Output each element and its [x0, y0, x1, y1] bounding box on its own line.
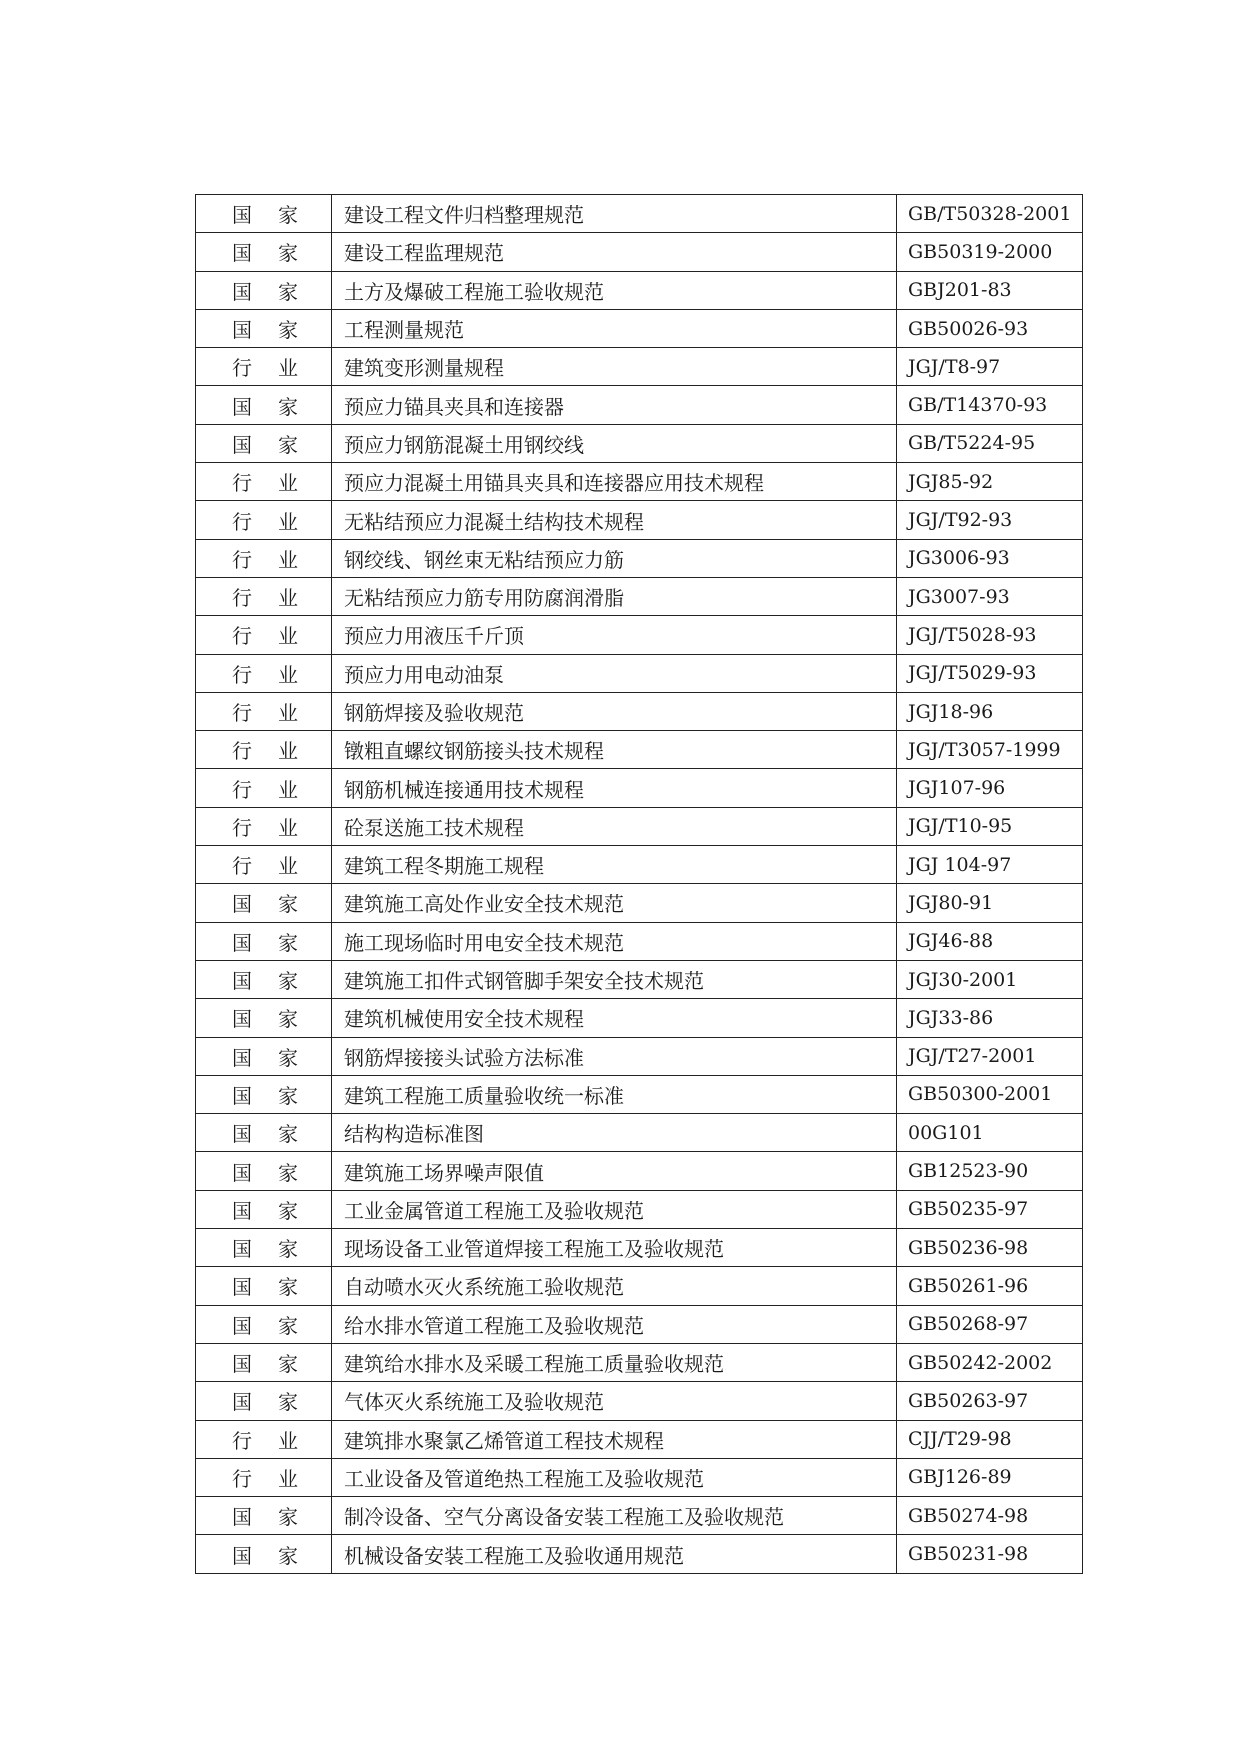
table-row: [196, 1267, 1083, 1305]
standard-code-cell: GB50263-97: [897, 1382, 1083, 1420]
standard-code-cell: JG3007-93: [897, 577, 1083, 615]
table-row: [196, 692, 1083, 730]
standards-table: [195, 194, 1083, 1574]
standard-code-cell: JGJ/T10-95: [897, 807, 1083, 845]
standard-code-cell: JGJ18-96: [897, 692, 1083, 730]
standard-code-cell: JGJ85-92: [897, 463, 1083, 501]
table-row: [196, 1497, 1083, 1535]
standard-name-cell: 钢筋焊接及验收规范: [332, 692, 897, 730]
standard-level-cell: 行业: [196, 769, 332, 807]
standard-name-cell: 建筑施工扣件式钢管脚手架安全技术规范: [332, 960, 897, 998]
standard-name-cell: 镦粗直螺纹钢筋接头技术规程: [332, 731, 897, 769]
standard-code-cell: GBJ126-89: [897, 1458, 1083, 1496]
standard-level-cell: 国家: [196, 271, 332, 309]
standard-name-cell: 预应力混凝土用锚具夹具和连接器应用技术规程: [332, 463, 897, 501]
standard-level-cell: 国家: [196, 1114, 332, 1152]
standard-name-cell: 建筑工程冬期施工规程: [332, 846, 897, 884]
standard-code-cell: JGJ/T5028-93: [897, 616, 1083, 654]
table-row: [196, 1343, 1083, 1381]
standard-code-cell: JGJ/T3057-1999: [897, 731, 1083, 769]
table-row: [196, 195, 1083, 233]
standard-name-cell: 工业金属管道工程施工及验收规范: [332, 1190, 897, 1228]
standard-code-cell: GB12523-90: [897, 1152, 1083, 1190]
standard-name-cell: 建筑机械使用安全技术规程: [332, 999, 897, 1037]
standard-code-cell: CJJ/T29-98: [897, 1420, 1083, 1458]
standard-name-cell: 给水排水管道工程施工及验收规范: [332, 1305, 897, 1343]
standard-code-cell: JGJ30-2001: [897, 960, 1083, 998]
standard-code-cell: JGJ/T5029-93: [897, 654, 1083, 692]
table-row: [196, 654, 1083, 692]
standard-name-cell: 预应力用液压千斤顶: [332, 616, 897, 654]
table-row: [196, 1305, 1083, 1343]
table-row: [196, 424, 1083, 462]
standard-name-cell: 砼泵送施工技术规程: [332, 807, 897, 845]
standard-name-cell: 自动喷水灭火系统施工验收规范: [332, 1267, 897, 1305]
standard-code-cell: JGJ/T92-93: [897, 501, 1083, 539]
standard-code-cell: GB/T14370-93: [897, 386, 1083, 424]
table-row: [196, 386, 1083, 424]
standard-code-cell: JGJ 104-97: [897, 846, 1083, 884]
standard-name-cell: 建筑排水聚氯乙烯管道工程技术规程: [332, 1420, 897, 1458]
standard-code-cell: JGJ107-96: [897, 769, 1083, 807]
table-row: [196, 1420, 1083, 1458]
table-row: [196, 846, 1083, 884]
standard-name-cell: 预应力钢筋混凝土用钢绞线: [332, 424, 897, 462]
standard-level-cell: 国家: [196, 233, 332, 271]
standard-name-cell: 无粘结预应力混凝土结构技术规程: [332, 501, 897, 539]
standard-name-cell: 建筑给水排水及采暖工程施工质量验收规范: [332, 1343, 897, 1381]
standard-level-cell: 国家: [196, 1305, 332, 1343]
standard-code-cell: JGJ80-91: [897, 884, 1083, 922]
table-row: [196, 807, 1083, 845]
standard-code-cell: JGJ/T27-2001: [897, 1037, 1083, 1075]
standard-level-cell: 行业: [196, 846, 332, 884]
standard-code-cell: 00G101: [897, 1114, 1083, 1152]
table-row: [196, 999, 1083, 1037]
standard-name-cell: 预应力锚具夹具和连接器: [332, 386, 897, 424]
standard-code-cell: GB50231-98: [897, 1535, 1083, 1573]
standard-level-cell: 国家: [196, 960, 332, 998]
standard-name-cell: 气体灭火系统施工及验收规范: [332, 1382, 897, 1420]
table-row: [196, 1037, 1083, 1075]
standard-level-cell: 行业: [196, 1458, 332, 1496]
standard-name-cell: 施工现场临时用电安全技术规范: [332, 922, 897, 960]
standard-name-cell: 建筑施工高处作业安全技术规范: [332, 884, 897, 922]
table-row: [196, 1458, 1083, 1496]
standard-code-cell: GB50300-2001: [897, 1075, 1083, 1113]
standard-level-cell: 行业: [196, 501, 332, 539]
standard-name-cell: 钢绞线、钢丝束无粘结预应力筋: [332, 539, 897, 577]
table-row: [196, 348, 1083, 386]
standard-level-cell: 行业: [196, 463, 332, 501]
standard-name-cell: 预应力用电动油泵: [332, 654, 897, 692]
standard-level-cell: 国家: [196, 1190, 332, 1228]
standard-name-cell: 建筑变形测量规程: [332, 348, 897, 386]
standard-level-cell: 行业: [196, 348, 332, 386]
standard-level-cell: 行业: [196, 654, 332, 692]
standard-level-cell: 国家: [196, 309, 332, 347]
standard-name-cell: 工业设备及管道绝热工程施工及验收规范: [332, 1458, 897, 1496]
standard-level-cell: 国家: [196, 884, 332, 922]
standard-name-cell: 建筑工程施工质量验收统一标准: [332, 1075, 897, 1113]
standard-code-cell: GB50026-93: [897, 309, 1083, 347]
standard-level-cell: 国家: [196, 1075, 332, 1113]
table-row: [196, 884, 1083, 922]
standard-code-cell: GB50319-2000: [897, 233, 1083, 271]
table-row: [196, 233, 1083, 271]
table-row: [196, 501, 1083, 539]
table-row: [196, 463, 1083, 501]
table-row: [196, 960, 1083, 998]
standards-table-body: [196, 195, 1083, 1574]
table-row: [196, 731, 1083, 769]
standard-name-cell: 钢筋焊接接头试验方法标准: [332, 1037, 897, 1075]
table-row: [196, 1535, 1083, 1573]
standard-level-cell: 行业: [196, 577, 332, 615]
table-row: [196, 271, 1083, 309]
standard-code-cell: GB/T5224-95: [897, 424, 1083, 462]
standard-level-cell: 国家: [196, 1229, 332, 1267]
standard-code-cell: JGJ46-88: [897, 922, 1083, 960]
standard-code-cell: GB50268-97: [897, 1305, 1083, 1343]
standard-code-cell: GB50236-98: [897, 1229, 1083, 1267]
table-row: [196, 539, 1083, 577]
standard-level-cell: 国家: [196, 1535, 332, 1573]
standard-name-cell: 土方及爆破工程施工验收规范: [332, 271, 897, 309]
standard-code-cell: GB50261-96: [897, 1267, 1083, 1305]
standard-code-cell: JGJ/T8-97: [897, 348, 1083, 386]
standard-level-cell: 行业: [196, 807, 332, 845]
standard-name-cell: 建设工程文件归档整理规范: [332, 195, 897, 233]
standard-name-cell: 建筑施工场界噪声限值: [332, 1152, 897, 1190]
standard-name-cell: 结构构造标准图: [332, 1114, 897, 1152]
standard-name-cell: 制冷设备、空气分离设备安装工程施工及验收规范: [332, 1497, 897, 1535]
standard-code-cell: GB50242-2002: [897, 1343, 1083, 1381]
table-row: [196, 309, 1083, 347]
table-row: [196, 1229, 1083, 1267]
standard-code-cell: GBJ201-83: [897, 271, 1083, 309]
standard-level-cell: 行业: [196, 1420, 332, 1458]
standard-level-cell: 行业: [196, 539, 332, 577]
standard-level-cell: 国家: [196, 386, 332, 424]
table-row: [196, 616, 1083, 654]
standard-level-cell: 行业: [196, 731, 332, 769]
standard-name-cell: 工程测量规范: [332, 309, 897, 347]
standard-level-cell: 国家: [196, 1267, 332, 1305]
standard-level-cell: 国家: [196, 922, 332, 960]
table-row: [196, 1114, 1083, 1152]
standard-level-cell: 国家: [196, 424, 332, 462]
standard-level-cell: 国家: [196, 195, 332, 233]
standard-level-cell: 国家: [196, 1343, 332, 1381]
standard-code-cell: GB50235-97: [897, 1190, 1083, 1228]
table-row: [196, 922, 1083, 960]
standard-name-cell: 机械设备安装工程施工及验收通用规范: [332, 1535, 897, 1573]
standard-name-cell: 无粘结预应力筋专用防腐润滑脂: [332, 577, 897, 615]
standard-code-cell: GB50274-98: [897, 1497, 1083, 1535]
table-row: [196, 1152, 1083, 1190]
standard-level-cell: 国家: [196, 1497, 332, 1535]
standard-level-cell: 国家: [196, 1382, 332, 1420]
standard-code-cell: GB/T50328-2001: [897, 195, 1083, 233]
table-row: [196, 1382, 1083, 1420]
table-row: [196, 769, 1083, 807]
table-row: [196, 577, 1083, 615]
standard-name-cell: 现场设备工业管道焊接工程施工及验收规范: [332, 1229, 897, 1267]
table-row: [196, 1075, 1083, 1113]
standard-level-cell: 国家: [196, 1037, 332, 1075]
standard-code-cell: JG3006-93: [897, 539, 1083, 577]
standard-level-cell: 国家: [196, 999, 332, 1037]
standard-name-cell: 钢筋机械连接通用技术规程: [332, 769, 897, 807]
standard-name-cell: 建设工程监理规范: [332, 233, 897, 271]
standard-level-cell: 行业: [196, 616, 332, 654]
table-row: [196, 1190, 1083, 1228]
standard-code-cell: JGJ33-86: [897, 999, 1083, 1037]
standard-level-cell: 国家: [196, 1152, 332, 1190]
standard-level-cell: 行业: [196, 692, 332, 730]
